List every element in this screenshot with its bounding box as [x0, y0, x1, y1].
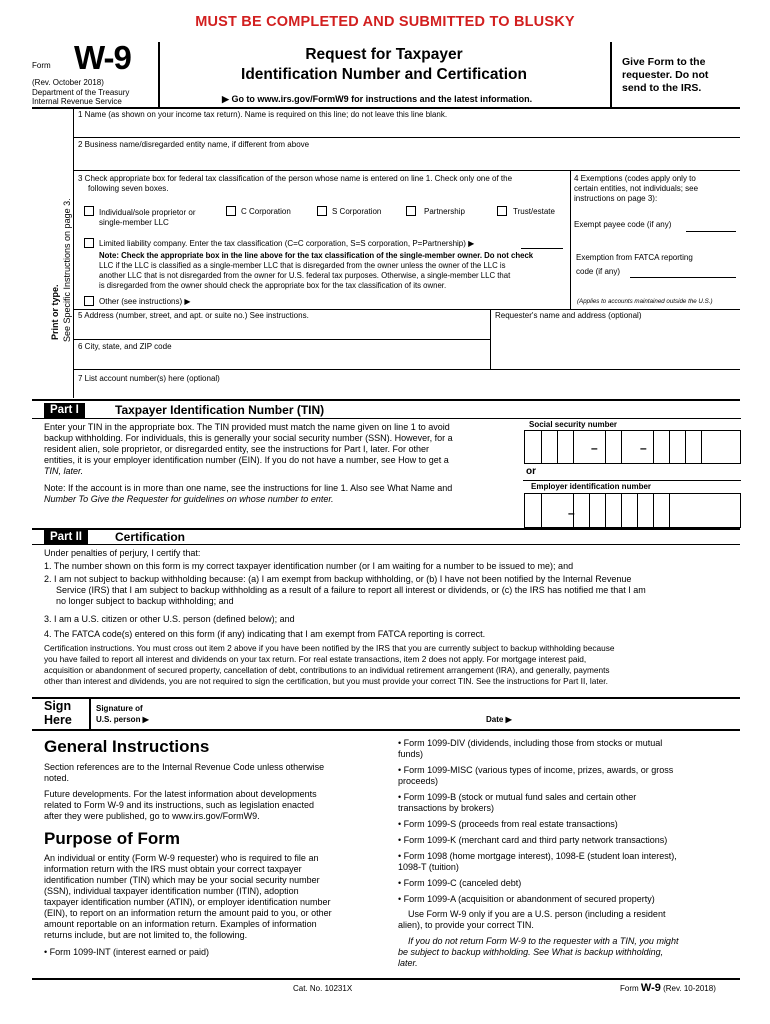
cert-instructions-1: Certification instructions. You must cross out item 2 above if you have been notified by the IRS that you are currently subject to backup withholding because	[44, 643, 615, 653]
trust-checkbox[interactable]	[497, 206, 507, 216]
ein-input[interactable]	[524, 493, 741, 528]
part1-text-3: resident alien, sole proprietor, or disregarded entity, see the instructions for Part I, later. For other	[44, 444, 430, 454]
date-label: Date ▶	[486, 715, 512, 724]
line3-label-2: following seven boxes.	[88, 184, 169, 193]
footer-form-word: Form	[620, 984, 639, 993]
form-number: W-9	[74, 39, 131, 76]
s-corp-label: S Corporation	[332, 207, 382, 216]
purpose-text-3: identification number (TIN) which may be your social security number	[44, 875, 320, 885]
account-numbers-input[interactable]	[74, 384, 738, 398]
backup-text-1: If you do not return Form W-9 to the requester with a TIN, you might	[408, 936, 679, 946]
individual-label-2: single-member LLC	[99, 218, 169, 227]
other-label: Other (see instructions) ▶	[99, 297, 191, 306]
llc-note-2: LLC if the LLC is classified as a single-member LLC that is disregarded from the owner unless the owner of the LLC is	[99, 261, 506, 270]
line7-label: 7 List account number(s) here (optional)	[78, 374, 220, 383]
form-word: Form	[32, 61, 51, 70]
list-item-1099-k: • Form 1099-K (merchant card and third party network transactions)	[398, 835, 668, 845]
date-input[interactable]	[520, 705, 738, 727]
specific-instructions-side: See Specific Instructions on page 3.	[62, 198, 72, 342]
purpose-text-1: An individual or entity (Form W-9 requester) who is required to file an	[44, 853, 319, 863]
partnership-label: Partnership	[424, 207, 465, 216]
exempt-payee-label: Exempt payee code (if any)	[574, 220, 672, 229]
exemptions-label-3: instructions on page 3):	[574, 194, 658, 203]
ssn-dash-2: –	[640, 441, 647, 455]
address-input[interactable]	[74, 321, 488, 337]
purpose-text-2: information return with the IRS must obtain your correct taxpayer	[44, 864, 302, 874]
purpose-text-4: (SSN), individual taxpayer identification number (ITIN), adoption	[44, 886, 299, 896]
name-input[interactable]	[74, 120, 738, 136]
purpose-text-6: (EIN), to report on an information return the amount paid to you, or other	[44, 908, 332, 918]
partnership-checkbox[interactable]	[406, 206, 416, 216]
part2-title: Certification	[115, 530, 186, 544]
list-item-1099-int: • Form 1099-INT (interest earned or paid)	[44, 947, 210, 957]
list-item-1099-misc: • Form 1099-MISC (various types of income, prizes, awards, or gross	[398, 765, 674, 775]
part1-note-1: Note: If the account is in more than one name, see the instructions for line 1. Also see What Name and	[44, 483, 453, 493]
list-item-1098: • Form 1098 (home mortgage interest), 1098-E (student loan interest),	[398, 851, 677, 861]
fatca-input[interactable]	[630, 277, 736, 278]
exemptions-label-2: certain entities, not individuals; see	[574, 184, 699, 193]
llc-classification-input[interactable]	[521, 248, 563, 249]
fatca-label-2: code (if any)	[576, 267, 621, 276]
part1-text-2: backup withholding. For individuals, this is generally your social security number (SSN). However, for a	[44, 433, 453, 443]
llc-checkbox[interactable]	[84, 238, 94, 248]
ssn-label: Social security number	[529, 420, 618, 429]
list-item-1099-s: • Form 1099-S (proceeds from real estate transactions)	[398, 819, 618, 829]
form-title-1: Request for Taxpayer	[305, 46, 463, 63]
cert-item-2b: Service (IRS) that I am subject to backup withholding as a result of a failure to report all interest or dividends, or (c) the IRS has notified me that I am	[56, 585, 646, 595]
part1-note-2: Number To Give the Requester for guidelines on whose number to enter.	[44, 494, 334, 504]
cert-instructions-4: other than interest and dividends, you are not required to sign the certification, but you must provide your correct TIN. See the instructions for Part II, later.	[44, 676, 608, 686]
exemptions-label: 4 Exemptions (codes apply only to	[574, 174, 696, 183]
list-item-1099-misc-2: proceeds)	[398, 776, 439, 786]
list-item-1099-div-2: funds)	[398, 749, 424, 759]
backup-text-3: later.	[398, 958, 418, 968]
general-instructions-heading: General Instructions	[44, 737, 210, 756]
footer-rev: (Rev. 10-2018)	[663, 984, 716, 993]
ein-label: Employer identification number	[531, 482, 652, 491]
fatca-label: Exemption from FATCA reporting	[576, 253, 693, 262]
purpose-text-5: taxpayer identification number (ATIN), or employer identification number	[44, 897, 331, 907]
here-label: Here	[44, 713, 72, 727]
ssn-input[interactable]	[524, 430, 741, 464]
footer-form-number: W-9	[640, 982, 661, 994]
banner: MUST BE COMPLETED AND SUBMITTED TO BLUSKY	[195, 14, 575, 30]
cert-instructions-3: acquisition or abandonment of secured property, cancellation of debt, contributions to an individual retirement arrangement (IRA), and generally, payments	[44, 665, 610, 675]
ein-dash: –	[568, 506, 575, 520]
trust-label: Trust/estate	[513, 207, 555, 216]
footer-form-id	[620, 982, 716, 995]
rev-date: (Rev. October 2018)	[32, 78, 104, 87]
sign-label: Sign	[44, 699, 72, 713]
future-dev-1: Future developments. For the latest information about developments	[44, 789, 317, 799]
signature-label-2: U.S. person ▶	[96, 715, 149, 724]
individual-checkbox[interactable]	[84, 206, 94, 216]
future-dev-3: after they were published, go to www.irs.gov/FormW9.	[44, 811, 260, 821]
part1-text-5: TIN, later.	[44, 466, 84, 476]
irs: Internal Revenue Service	[32, 97, 122, 106]
llc-label: Limited liability company. Enter the tax classification (C=C corporation, S=S corporation, P=Partnership) ▶	[99, 239, 475, 248]
c-corp-label: C Corporation	[241, 207, 291, 216]
ssn-dash-1: –	[591, 441, 598, 455]
gen-section-2: noted.	[44, 773, 70, 783]
list-item-1098-2: 1098-T (tuition)	[398, 862, 459, 872]
form-title-2: Identification Number and Certification	[241, 66, 527, 83]
future-dev-2: related to Form W-9 and its instructions, such as legislation enacted	[44, 800, 314, 810]
cert-instructions-2: you have failed to report all interest and dividends on your tax return. For real estate transactions, item 2 does not apply. For mortgage interest paid,	[44, 654, 587, 664]
cert-item-1: 1. The number shown on this form is my correct taxpayer identification number (or I am waiting for a number to be issued to me); and	[44, 561, 574, 571]
catalog-number: Cat. No. 10231X	[293, 984, 353, 993]
part1-title: Taxpayer Identification Number (TIN)	[115, 403, 325, 417]
give-form-note: Give Form to the requester. Do not send to the IRS.	[622, 56, 709, 94]
llc-note-3: another LLC that is not disregarded from the owner for U.S. federal tax purposes. Otherwise, a single-member LLC that	[99, 271, 511, 280]
line2-label: 2 Business name/disregarded entity name, if different from above	[78, 140, 310, 149]
other-checkbox[interactable]	[84, 296, 94, 306]
print-or-type: Print or type.	[50, 284, 60, 340]
purpose-heading: Purpose of Form	[44, 829, 181, 848]
list-item-1099-c: • Form 1099-C (canceled debt)	[398, 878, 522, 888]
fatca-applies-note: (Applies to accounts maintained outside the U.S.)	[577, 298, 713, 305]
gen-section-1: Section references are to the Internal Revenue Code unless otherwise	[44, 762, 325, 772]
goto-instructions[interactable]: Go to www.irs.gov/FormW9 for instructions and the latest information.	[231, 94, 533, 104]
individual-label: Individual/sole proprietor or	[99, 208, 196, 217]
perjury-intro: Under penalties of perjury, I certify that:	[44, 548, 201, 558]
exempt-payee-input[interactable]	[686, 231, 736, 232]
list-item-1099-div: • Form 1099-DIV (dividends, including those from stocks or mutual	[398, 738, 663, 748]
signature-label: Signature of	[96, 704, 143, 713]
list-item-1099-b-2: transactions by brokers)	[398, 803, 495, 813]
cert-item-2c: no longer subject to backup withholding; and	[56, 596, 234, 606]
requester-label: Requester's name and address (optional)	[495, 311, 642, 320]
business-name-input[interactable]	[74, 150, 738, 168]
line1-label: 1 Name (as shown on your income tax return). Name is required on this line; do not leave this line blank.	[78, 110, 448, 119]
department: Department of the Treasury	[32, 88, 130, 97]
cert-item-3: 3. I am a U.S. citizen or other U.S. person (defined below); and	[44, 614, 295, 624]
part1-text-1: Enter your TIN in the appropriate box. The TIN provided must match the name given on line 1 to avoid	[44, 422, 450, 432]
backup-text-2: be subject to backup withholding. See What is backup withholding,	[398, 947, 664, 957]
use-w9-text: Use Form W-9 only if you are a U.S. person (including a resident	[408, 909, 666, 919]
c-corp-checkbox[interactable]	[226, 206, 236, 216]
purpose-text-8: returns include, but are not limited to, the following.	[44, 930, 248, 940]
or-label: or	[526, 466, 536, 477]
llc-note-4: is disregarded from the owner should check the appropriate box for the tax classification of its owner.	[99, 281, 447, 290]
part2-label: Part II	[44, 530, 88, 545]
s-corp-checkbox[interactable]	[317, 206, 327, 216]
cert-item-2a: 2. I am not subject to backup withholding because: (a) I am exempt from backup withholding, or (b) I have not been notified by the Internal Revenue	[44, 574, 632, 584]
line5-label: 5 Address (number, street, and apt. or suite no.) See instructions.	[78, 311, 309, 320]
purpose-text-7: amount reportable on an information return. Examples of information	[44, 919, 317, 929]
list-item-1099-b: • Form 1099-B (stock or mutual fund sales and certain other	[398, 792, 637, 802]
use-w9-text-2: alien), to provide your correct TIN.	[398, 920, 534, 930]
signature-input[interactable]	[160, 702, 480, 726]
list-item-1099-a: • Form 1099-A (acquisition or abandonment of secured property)	[398, 894, 655, 904]
cert-item-4: 4. The FATCA code(s) entered on this form (if any) indicating that I am exempt from FATCA reporting is correct.	[44, 629, 486, 639]
part1-label: Part I	[44, 403, 85, 418]
line3-label: 3 Check appropriate box for federal tax classification of the person whose name is entered on line 1. Check only one of the	[78, 174, 513, 183]
line6-label: 6 City, state, and ZIP code	[78, 342, 172, 351]
part1-text-4: entities, it is your employer identification number (EIN). If you do not have a number, see How to get a	[44, 455, 449, 465]
llc-note-1: Note: Check the appropriate box in the line above for the tax classification of the single-member owner. Do not check	[99, 251, 534, 260]
arrow-right-icon: ▶	[222, 94, 229, 104]
city-state-zip-input[interactable]	[74, 352, 488, 368]
